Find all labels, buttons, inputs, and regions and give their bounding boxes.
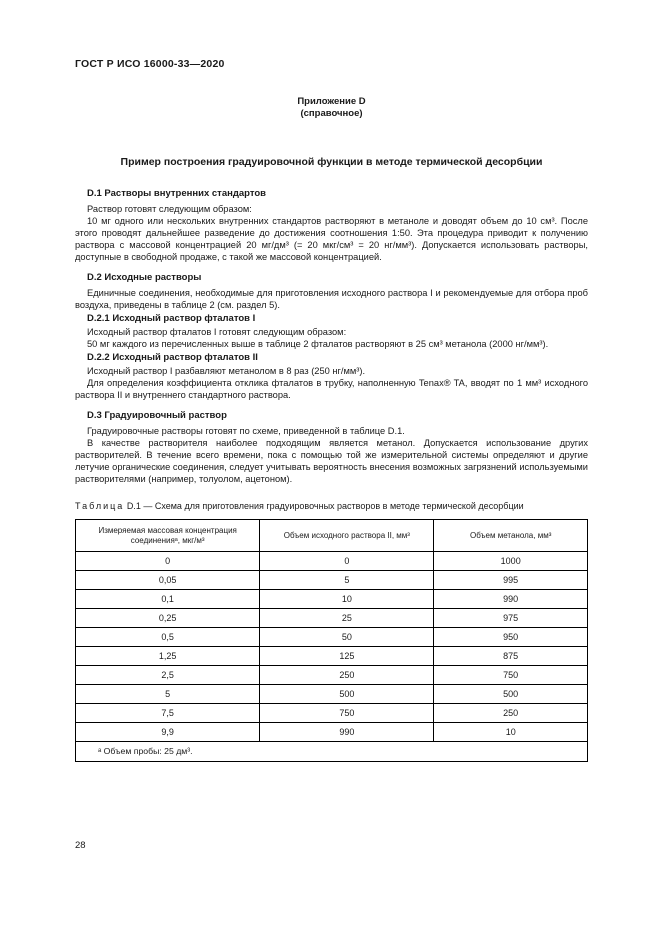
paragraph: Исходный раствор I разбавляют метанолом в 8 раз (250 нг/мм³). — [87, 366, 366, 376]
section-heading-d22: D.2.2 Исходный раствор фталатов II — [87, 352, 258, 363]
table-foot — [76, 742, 588, 762]
table-cell: 500 — [260, 685, 434, 704]
table-row — [76, 685, 588, 704]
table-cell: 25 — [260, 609, 434, 628]
table-caption — [75, 501, 588, 511]
table-cell: 0,5 — [76, 628, 260, 647]
annex-block — [75, 96, 588, 120]
table-header-cell: Объем метанола, мм³ — [434, 520, 588, 552]
paragraph: 50 мг каждого из перечисленных выше в таблице 2 фталатов растворяют в 25 см³ метанола (2000 нг/мм³). — [87, 339, 549, 349]
table-caption-word: Таблица — [75, 501, 125, 511]
paragraph: Единичные соединения, необходимые для приготовления исходного раствора I и рекомендуемые для отбора проб воздуха, приведены в таблице 2 (см. раздел 5). — [75, 288, 588, 310]
standard-header: ГОСТ Р ИСО 16000-33—2020 — [75, 58, 225, 70]
annex-subtitle: (справочное) — [300, 108, 363, 119]
table-cell: 1,25 — [76, 647, 260, 666]
table-cell: 990 — [434, 590, 588, 609]
table-row — [76, 666, 588, 685]
table-cell: 875 — [434, 647, 588, 666]
table-cell: 750 — [434, 666, 588, 685]
table-caption-text: — Схема для приготовления градуировочных растворов в методе термической десорбции — [143, 501, 524, 511]
table-row — [76, 723, 588, 742]
paragraph: В качестве растворителя наиболее подходящим является метанол. Допускается использование других растворителей. В течение всего времени, пока с помощью той же измерительной системы определяют и другие летучие органические соединения, следует учитывать вероятность внесения возможных загрязнений используемыми растворителями (например, толуолом, ацетоном). — [75, 438, 588, 484]
table-cell: 0,1 — [76, 590, 260, 609]
section-heading-d1: D.1 Растворы внутренних стандартов — [87, 188, 267, 199]
table-cell: 7,5 — [76, 704, 260, 723]
paragraph: 10 мг одного или нескольких внутренних стандартов растворяют в метаноле и доводят объем до 10 см³. После этого проводят дальнейшее разведение до достижения соотношения 1:50. Эта процедура приводит к получению раствора с массовой концентрацией 20 мг/дм³ (= 20 мкг/см³ = 20 нг/мм³). Допускается использовать растворы, доступные в свободной продаже, с такой же массовой концентрацией. — [75, 216, 588, 262]
table-row — [76, 552, 588, 571]
table-footnote: ᵃ Объем пробы: 25 дм³. — [76, 742, 588, 762]
table-header-cell: Измеряемая массовая концентрация соединенияᵃ, мкг/м³ — [76, 520, 260, 552]
table-row — [76, 609, 588, 628]
section-heading-d21: D.2.1 Исходный раствор фталатов I — [87, 313, 256, 324]
table-head — [76, 520, 588, 552]
table-cell: 750 — [260, 704, 434, 723]
table-cell: 995 — [434, 571, 588, 590]
table-row — [76, 628, 588, 647]
table-row — [76, 647, 588, 666]
table-cell: 50 — [260, 628, 434, 647]
table-cell: 990 — [260, 723, 434, 742]
table-cell: 10 — [260, 590, 434, 609]
table-cell: 125 — [260, 647, 434, 666]
table-cell: 950 — [434, 628, 588, 647]
table-cell: 250 — [260, 666, 434, 685]
table-cell: 2,5 — [76, 666, 260, 685]
table-cell: 250 — [434, 704, 588, 723]
section-heading-d2: D.2 Исходные растворы — [87, 272, 202, 283]
table-cell: 5 — [76, 685, 260, 704]
table-footnote-row — [76, 742, 588, 762]
table-cell: 975 — [434, 609, 588, 628]
table-header-cell: Объем исходного раствора II, мм³ — [260, 520, 434, 552]
table-cell: 0,25 — [76, 609, 260, 628]
table-body — [76, 552, 588, 742]
table-cell: 500 — [434, 685, 588, 704]
table-cell: 0 — [76, 552, 260, 571]
paragraph: Исходный раствор фталатов I готовят следующим образом: — [87, 327, 347, 337]
table-row — [76, 590, 588, 609]
table-cell: 5 — [260, 571, 434, 590]
table-row — [76, 704, 588, 723]
calibration-table — [75, 519, 588, 762]
paragraph: Градуировочные растворы готовят по схеме, приведенной в таблице D.1. — [87, 426, 405, 436]
section-heading-d3: D.3 Градуировочный раствор — [87, 410, 227, 421]
annex-title: Приложение D — [297, 96, 366, 107]
table-cell: 9,9 — [76, 723, 260, 742]
paragraph: Для определения коэффициента отклика фталатов в трубку, наполненную Tenax® TA, вводят по 1 мм³ исходного раствора II и внутреннего стандартного раствора. — [75, 378, 588, 400]
table-cell: 10 — [434, 723, 588, 742]
page-number: 28 — [75, 840, 86, 851]
document-title: Пример построения градуировочной функции в методе термической десорбции — [120, 156, 543, 168]
table-header-row — [76, 520, 588, 552]
table-caption-number: D.1 — [126, 501, 141, 511]
table-cell: 0 — [260, 552, 434, 571]
table-row — [76, 571, 588, 590]
paragraph: Раствор готовят следующим образом: — [87, 204, 252, 214]
table-cell: 1000 — [434, 552, 588, 571]
table-cell: 0,05 — [76, 571, 260, 590]
